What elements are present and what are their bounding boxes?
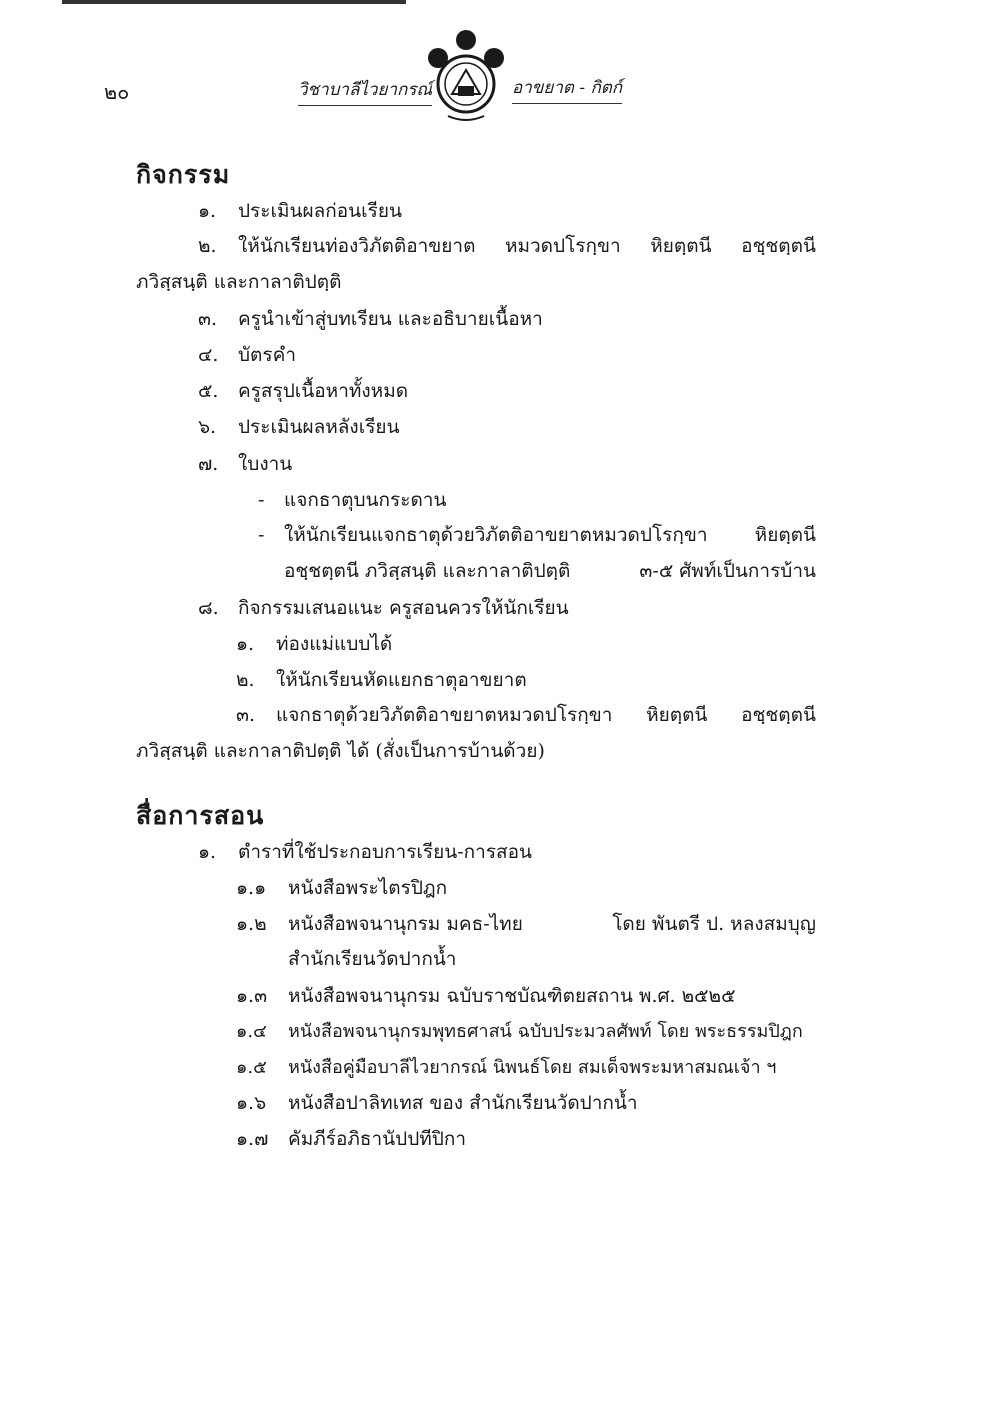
book-item: ๑.๑ หนังสือพระไตรปิฎก [236, 877, 448, 899]
list-item: ๘. กิจกรรมเสนอแนะ ครูสอนควรให้นักเรียน [198, 597, 569, 619]
book-item: ๑.๗ คัมภีร์อภิธานัปปทีปิกา [236, 1128, 467, 1150]
worksheet-subitem-continuation: อชฺชตฺตนี ภวิสฺสนฺติ และกาลาติปตฺติ ๓-๕ ศัพท์เป็นการบ้าน [284, 560, 816, 582]
list-item: ๗. ใบงาน [198, 453, 293, 475]
suggestion-subitem: ๒. ให้นักเรียนหัดแยกธาตุอาขยาต [236, 669, 527, 691]
temple-seal-logo [424, 28, 508, 126]
list-item: ๒. ให้นักเรียนท่องวิภัตติอาขยาต หมวดปโรกฺขา หิยตฺตนี อชฺชตฺตนี [198, 235, 816, 257]
worksheet-subitem: - ให้นักเรียนแจกธาตุด้วยวิภัตติอาขยาตหมวดปโรกฺขา หิยตฺตนี [258, 524, 816, 546]
list-item: ๔. บัตรคำ [198, 344, 296, 366]
book-item: ๑.๒ หนังสือพจนานุกรม มคธ-ไทย โดย พันตรี ป. หลงสมบุญ [236, 913, 816, 935]
top-border-line [62, 0, 406, 4]
book-item: ๑.๕ หนังสือคู่มือบาลีไวยากรณ์ นิพนธ์โดย สมเด็จพระมหาสมณเจ้า ฯ [236, 1057, 777, 1078]
list-item: ๓. ครูนำเข้าสู่บทเรียน และอธิบายเนื้อหา [198, 308, 543, 330]
book-item: ๑.๓ หนังสือพจนานุกรม ฉบับราชบัณฑิตยสถาน พ.ศ. ๒๕๒๕ [236, 985, 736, 1007]
book-item: ๑.๔ หนังสือพจนานุกรมพุทธศาสน์ ฉบับประมวลศัพท์ โดย พระธรรมปิฎก [236, 1021, 803, 1042]
book-item-continuation: สำนักเรียนวัดปากน้ำ [288, 948, 457, 970]
suggestion-subitem: ๓. แจกธาตุด้วยวิภัตติอาขยาตหมวดปโรกฺขา หิยตฺตนี อชฺชตฺตนี [236, 704, 816, 726]
page-number: ๒๐ [104, 80, 130, 104]
suggestion-subitem: ๑. ท่องแม่แบบได้ [236, 633, 393, 655]
list-item: ๑. ประเมินผลก่อนเรียน [198, 200, 402, 222]
book-item: ๑.๖ หนังสือปาลิทเทส ของ สำนักเรียนวัดปากน้ำ [236, 1092, 638, 1114]
list-item-continuation: ภวิสฺสนฺติ และกาลาติปตฺติ [136, 271, 342, 293]
worksheet-subitem: - แจกธาตุบนกระดาน [258, 489, 447, 511]
list-item: ๖. ประเมินผลหลังเรียน [198, 416, 400, 438]
media-heading: สื่อการสอน [136, 801, 265, 830]
list-item: ๑. ตำราที่ใช้ประกอบการเรียน-การสอน [198, 841, 533, 863]
header-subject-title: วิชาบาลีไวยากรณ์ [298, 76, 432, 106]
suggestion-subitem-continuation: ภวิสฺสนฺติ และกาลาติปตฺติ ได้ (สั่งเป็นการบ้านด้วย) [136, 740, 545, 762]
activities-heading: กิจกรรม [136, 160, 231, 189]
header-chapter-title: อาขยาต - กิตก์ [512, 74, 622, 104]
list-item: ๕. ครูสรุปเนื้อหาทั้งหมด [198, 380, 409, 402]
page-header [0, 28, 1000, 128]
